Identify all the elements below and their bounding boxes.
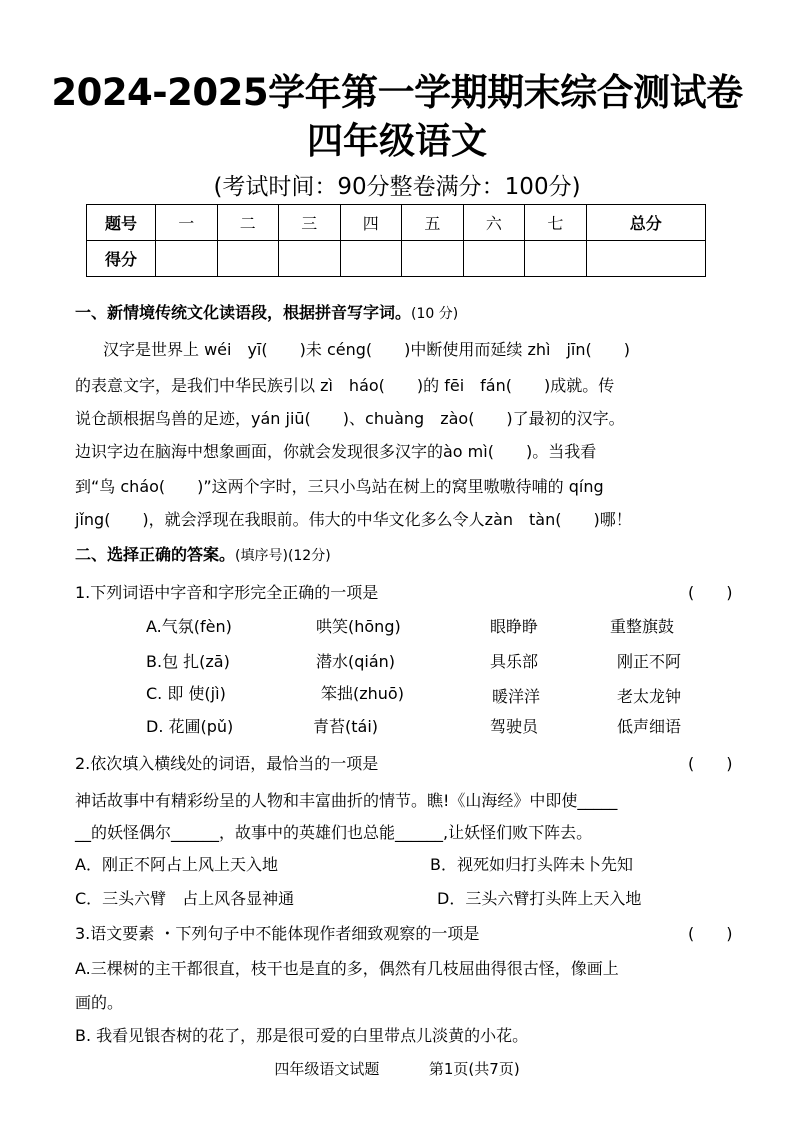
table-cell: 得分 <box>87 241 156 277</box>
table-cell: 一 <box>156 205 218 241</box>
answer-bracket[interactable]: ( ) <box>688 754 733 773</box>
table-cell: 六 <box>463 205 525 241</box>
table-cell: 三 <box>279 205 341 241</box>
section2-points: (填序号)(12分) <box>235 548 331 564</box>
q1-option-a-word: 哄笑(hōng) <box>316 617 401 636</box>
page-footer <box>0 1058 794 1079</box>
score-input-cell[interactable] <box>279 241 341 277</box>
q1-option-b-word: 潜水(qián) <box>316 652 396 671</box>
question-stem: 1.下列词语中字音和字形完全正确的一项是 <box>75 583 379 602</box>
q1-option-a-word: 眼睁睁 <box>490 617 539 636</box>
q1-option-d-word: 驾驶员 <box>490 717 539 736</box>
score-input-cell[interactable] <box>340 241 402 277</box>
section1-text-line: 的表意文字，是我们中华民族引以 zì háo( )的 fēi fán( )成就。传 <box>75 376 615 395</box>
section1-text-line: 汉字是世界上 wéi yī( )未 céng( )中断使用而延续 zhì jīn( ) <box>103 340 630 359</box>
q1-option-a[interactable]: A.气氛(fèn) <box>146 617 232 636</box>
score-table-score-row <box>87 241 706 277</box>
q2-option-c[interactable]: C．三头六臂 占上风各显神通 <box>75 889 295 908</box>
score-input-cell[interactable] <box>217 241 279 277</box>
q1-option-c[interactable]: C. 即 使(jì) <box>146 684 226 703</box>
grade-subject-title: 四年级语文 <box>306 121 487 162</box>
q1-option-b-word: 具乐部 <box>490 652 539 671</box>
q2-passage-line: 神话故事中有精彩纷呈的人物和丰富曲折的情节。瞧!《山海经》中即使_____ <box>75 791 618 810</box>
score-input-cell[interactable] <box>586 241 705 277</box>
table-cell: 总分 <box>586 205 705 241</box>
score-input-cell[interactable] <box>402 241 464 277</box>
section1-points: (10 分) <box>411 306 459 322</box>
q1-option-d-word: 低声细语 <box>617 717 682 736</box>
score-table-header-row <box>87 205 706 241</box>
q1-option-c-word: 笨拙(zhuō) <box>321 684 404 703</box>
q1-option-c-word: 暖洋洋 <box>492 687 541 706</box>
exam-info: (考试时间：90分整卷满分：100分) <box>213 174 581 200</box>
section1-heading: 一、新情境传统文化读语段，根据拼音写字词。 <box>75 303 412 322</box>
q3-option-a[interactable]: A.三棵树的主干都很直，枝干也是直的多，偶然有几枝屈曲得很古怪，像画上 <box>75 959 619 978</box>
table-cell: 五 <box>402 205 464 241</box>
q2-option-b[interactable]: B．视死如归打头阵未卜先知 <box>430 855 633 874</box>
q3-option-a-continued: 画的。 <box>75 993 124 1012</box>
section1-text-line: 说仓颉根据鸟兽的足迹，yán jiū( )、chuàng zào( )了最初的汉字。 <box>75 409 625 428</box>
section2-heading-line <box>75 544 331 567</box>
q2-passage-line: __的妖怪偶尔______，故事中的英雄们也总能______,让妖怪们败下阵去。 <box>75 823 593 842</box>
section1-text-line: 边识字边在脑海中想象画面，你就会发现很多汉字的ào mì( )。当我看 <box>75 442 597 461</box>
question-stem: 2.依次填入横线处的词语，最恰当的一项是 <box>75 754 379 773</box>
q1-option-d-word: 青苔(tái) <box>313 717 379 736</box>
answer-bracket[interactable]: ( ) <box>688 583 733 602</box>
score-input-cell[interactable] <box>156 241 218 277</box>
table-cell: 四 <box>340 205 402 241</box>
q1-option-a-word: 重整旗鼓 <box>610 617 675 636</box>
question-stem: 3.语文要素 ・下列句子中不能体现作者细致观察的一项是 <box>75 924 480 943</box>
section2-heading: 二、选择正确的答案。 <box>75 545 236 564</box>
score-table <box>86 204 706 277</box>
q1-option-b[interactable]: B.包 扎(zā) <box>146 652 230 671</box>
section1-text-line: 到“鸟 cháo( )”这两个字时，三只小鸟站在树上的窝里嗷嗷待哺的 qíng <box>75 477 604 496</box>
score-input-cell[interactable] <box>525 241 587 277</box>
q1-option-c-word: 老太龙钟 <box>617 687 682 706</box>
table-cell: 七 <box>525 205 587 241</box>
q2-option-a[interactable]: A．刚正不阿占上风上天入地 <box>75 855 278 874</box>
section1-heading-line <box>75 302 458 325</box>
q3-option-b[interactable]: B. 我看见银杏树的花了，那是很可爱的白里带点儿淡黄的小花。 <box>75 1026 529 1045</box>
q1-option-d[interactable]: D. 花圃(pǔ) <box>146 717 234 736</box>
exam-title: 2024-2025学年第一学期期末综合测试卷 <box>51 71 743 114</box>
q2-option-d[interactable]: D．三头六臂打头阵上天入地 <box>437 889 642 908</box>
footer-subject: 四年级语文试题 <box>274 1060 380 1078</box>
score-input-cell[interactable] <box>463 241 525 277</box>
footer-page-number: 第1页(共7页) <box>428 1060 520 1078</box>
section1-text-line: jǐng( )，就会浮现在我眼前。伟大的中华文化多么令人zàn tàn( )哪！ <box>75 510 632 529</box>
answer-bracket[interactable]: ( ) <box>688 924 733 943</box>
table-cell: 二 <box>217 205 279 241</box>
table-cell: 题号 <box>87 205 156 241</box>
q1-option-b-word: 刚正不阿 <box>617 652 682 671</box>
